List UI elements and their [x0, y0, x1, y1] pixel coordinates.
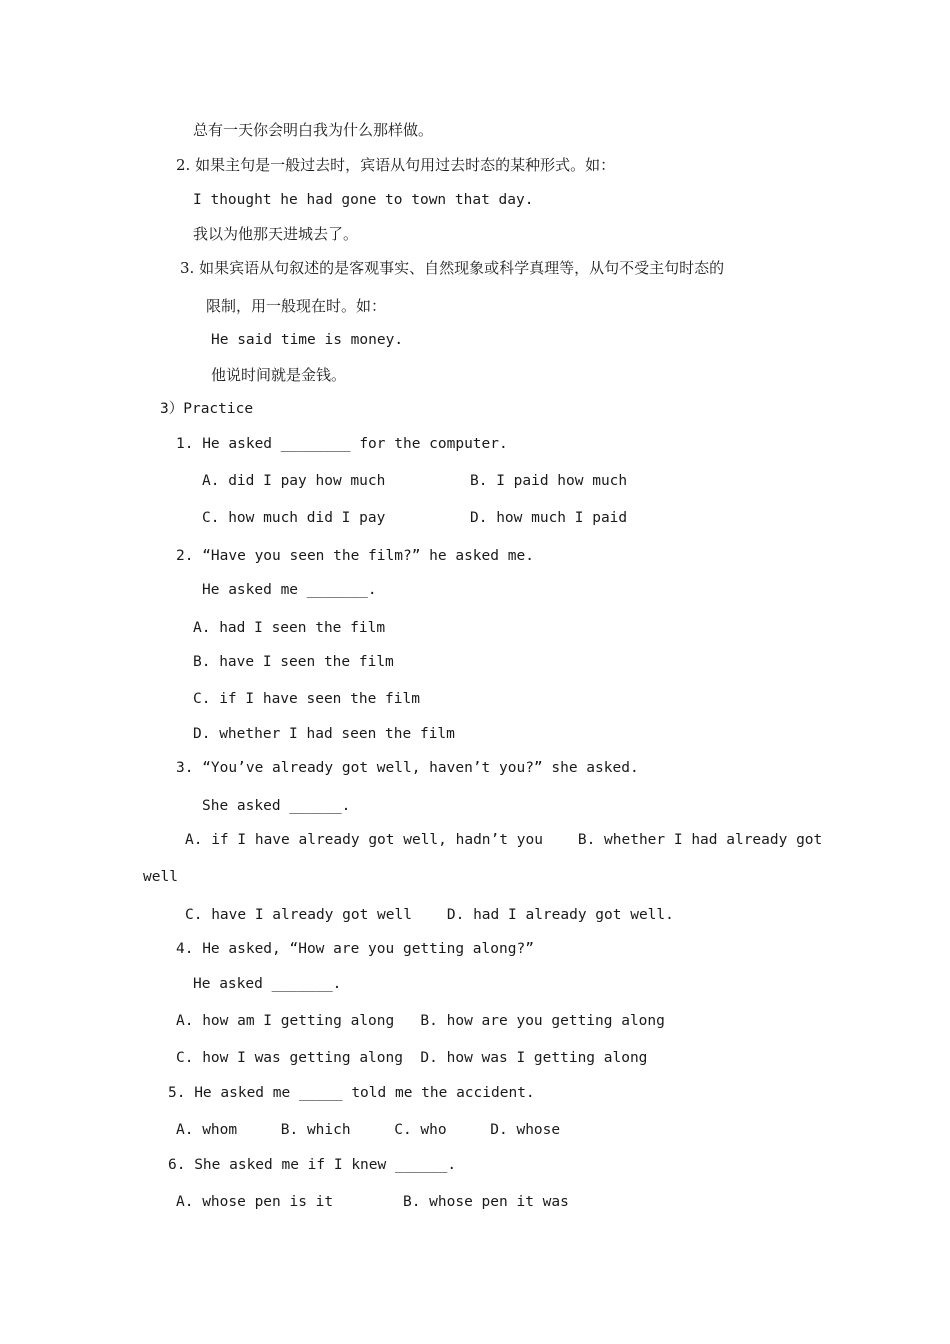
q3-stem-line2: She asked ______.: [202, 798, 351, 814]
q2-option-b: B. have I seen the film: [193, 654, 394, 670]
rule3-heading-continued: 限制，用一般现在时。如：: [206, 297, 387, 315]
q4-options-ab: A. how am I getting along B. how are you getting along: [176, 1013, 665, 1029]
rule1-example-translation: 总有一天你会明白我为什么那样做。: [193, 121, 434, 139]
q2-stem: 2. “Have you seen the film?” he asked me.: [176, 548, 534, 564]
q4-stem: 4. He asked, “How are you getting along?”: [176, 941, 534, 957]
q6-stem: 6. She asked me if I knew ______.: [168, 1157, 457, 1173]
rule2-example-translation: 我以为他那天进城去了。: [193, 225, 359, 243]
q4-stem-line2: He asked _______.: [193, 976, 342, 992]
rule2-heading: 2. 如果主句是一般过去时，宾语从句用过去时态的某种形式。如：: [176, 156, 616, 174]
q2-option-a: A. had I seen the film: [193, 620, 386, 636]
rule3-example-english: He said time is money.: [211, 332, 404, 348]
q6-options-ab: A. whose pen is it B. whose pen it was: [176, 1194, 569, 1210]
q1-option-b: B. I paid how much: [470, 473, 628, 489]
q2-option-d: D. whether I had seen the film: [193, 726, 455, 742]
q2-stem-line2: He asked me _______.: [202, 582, 377, 598]
q2-option-c: C. if I have seen the film: [193, 691, 420, 707]
q3-options-ab: A. if I have already got well, hadn’t you B. whether I had already got: [185, 832, 823, 848]
q1-option-c: C. how much did I pay: [202, 510, 386, 526]
practice-title: 3）Practice: [160, 401, 254, 417]
rule2-example-english: I thought he had gone to town that day.: [193, 192, 534, 208]
rule3-heading: 3. 如果宾语从句叙述的是客观事实、自然现象或科学真理等，从句不受主句时态的: [180, 259, 725, 277]
q3-options-cd: C. have I already got well D. had I already got well.: [185, 907, 674, 923]
q1-option-a: A. did I pay how much: [202, 473, 386, 489]
q5-options: A. whom B. which C. who D. whose: [176, 1122, 561, 1138]
rule3-example-translation: 他说时间就是金钱。: [211, 366, 347, 384]
q5-stem: 5. He asked me _____ told me the accident.: [168, 1085, 535, 1101]
q1-stem: 1. He asked ________ for the computer.: [176, 436, 508, 452]
q3-options-ab-continued: well: [143, 869, 178, 885]
q1-option-d: D. how much I paid: [470, 510, 628, 526]
q3-stem: 3. “You’ve already got well, haven’t you?” she asked.: [176, 760, 639, 776]
q4-options-cd: C. how I was getting along D. how was I getting along: [176, 1050, 648, 1066]
